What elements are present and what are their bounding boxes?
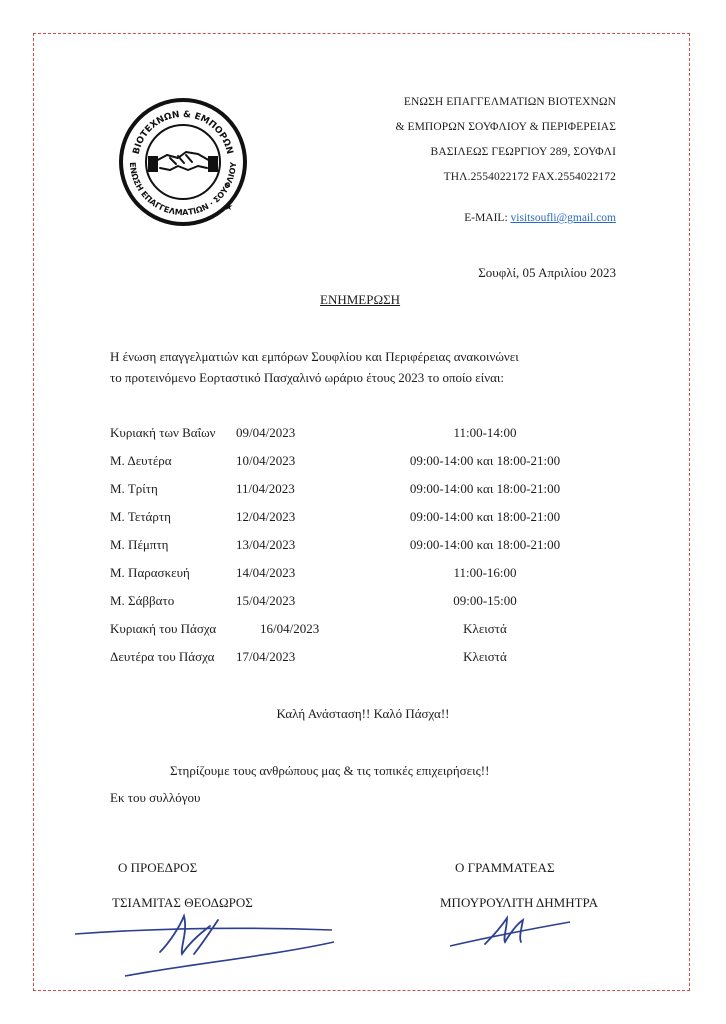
letter-date: Σουφλί, 05 Απριλίου 2023 — [478, 265, 616, 280]
email-label: E-MAIL: — [464, 212, 511, 224]
schedule-hours: 09:00-14:00 και 18:00-21:00 — [409, 453, 561, 468]
secretary-signature — [445, 912, 575, 954]
schedule-date: 10/04/2023 — [236, 453, 296, 468]
schedule-hours: 09:00-14:00 και 18:00-21:00 — [409, 537, 561, 552]
schedule-row — [110, 453, 610, 473]
letterhead — [316, 90, 616, 190]
schedule-row — [110, 425, 610, 445]
schedule-date: 12/04/2023 — [236, 509, 296, 524]
schedule-row — [110, 509, 610, 529]
president-title: Ο ΠΡΟΕΔΡΟΣ — [118, 860, 198, 875]
svg-text:ΕΝΩΣΗ ΕΠΑΓΓΕΛΜΑΤΙΩΝ · ΣΟΥΦΛΙΟΥ: ΕΝΩΣΗ ΕΠΑΓΓΕΛΜΑΤΙΩΝ · ΣΟΥΦΛΙΟΥ — [127, 161, 239, 218]
intro-line: το προτεινόμενο Εορταστικό Πασχαλινό ωράριο έτους 2023 το οποίο είναι: — [110, 370, 505, 385]
schedule-hours: Κλειστά — [463, 621, 507, 636]
schedule-day: Κυριακή του Πάσχα — [110, 621, 217, 636]
schedule-day: Μ. Δευτέρα — [110, 453, 172, 468]
schedule-day: Κυριακή των Βαΐων — [110, 425, 216, 440]
from-association: Εκ του συλλόγου — [110, 790, 201, 805]
schedule-hours: 11:00-14:00 — [453, 425, 517, 440]
schedule-row — [110, 565, 610, 585]
schedule-hours: 09:00-14:00 και 18:00-21:00 — [409, 509, 561, 524]
intro-line: Η ένωση επαγγελματιών και εμπόρων Σουφλίου και Περιφέρειας ανακοινώνει — [110, 349, 519, 364]
schedule-hours: 09:00-14:00 και 18:00-21:00 — [409, 481, 561, 496]
schedule-day: Μ. Σάββατο — [110, 593, 175, 608]
email-link[interactable]: visitsoufli@gmail.com — [510, 212, 616, 224]
schedule-row — [110, 621, 610, 641]
schedule-day: Μ. Πέμπτη — [110, 537, 169, 552]
schedule-day: Δευτέρα του Πάσχα — [110, 649, 215, 664]
schedule-date: 13/04/2023 — [236, 537, 296, 552]
schedule-hours: 11:00-16:00 — [453, 565, 517, 580]
support-message: Στηρίζουμε τους ανθρώπους μας & τις τοπικές επιχειρήσεις!! — [170, 763, 490, 778]
president-signature — [70, 912, 340, 982]
secretary-title: Ο ΓΡΑΜΜΑΤΕΑΣ — [455, 860, 555, 875]
letterhead-line: ΒΑΣΙΛΕΩΣ ΓΕΩΡΓΙΟΥ 289, ΣΟΥΦΛΙ — [430, 146, 616, 158]
intro-paragraph — [110, 346, 630, 388]
schedule-date: 16/04/2023 — [260, 621, 320, 636]
letterhead-line: & ΕΜΠΟΡΩΝ ΣΟΥΦΛΙΟΥ & ΠΕΡΙΦΕΡΕΙΑΣ — [395, 121, 616, 133]
schedule-date: 11/04/2023 — [236, 481, 295, 496]
schedule-date: 09/04/2023 — [236, 425, 296, 440]
schedule-day: Μ. Παρασκευή — [110, 565, 190, 580]
schedule-date: 15/04/2023 — [236, 593, 296, 608]
schedule-date: 17/04/2023 — [236, 649, 296, 664]
letterhead-line: ΕΝΩΣΗ ΕΠΑΓΓΕΛΜΑΤΙΩΝ ΒΙΟΤΕΧΝΩΝ — [403, 96, 616, 108]
email-line — [464, 212, 616, 224]
president-name: ΤΣΙΑΜΙΤΑΣ ΘΕΟΔΩΡΟΣ — [112, 895, 253, 910]
schedule-day: Μ. Τρίτη — [110, 481, 158, 496]
easter-wish: Καλή Ανάσταση!! Καλό Πάσχα!! — [276, 706, 450, 721]
schedule-row — [110, 649, 610, 669]
schedule-row — [110, 481, 610, 501]
schedule-row — [110, 537, 610, 557]
association-seal — [112, 92, 255, 232]
schedule-hours: 09:00-15:00 — [453, 593, 517, 608]
secretary-name: ΜΠΟΥΡΟΥΛΙΤΗ ΔΗΜΗΤΡΑ — [440, 895, 598, 910]
seal-logo-icon — [112, 92, 255, 232]
svg-text:★: ★ — [224, 202, 233, 213]
letter-heading: ΕΝΗΜΕΡΩΣΗ — [320, 292, 401, 307]
schedule-row — [110, 593, 610, 613]
schedule-day: Μ. Τετάρτη — [110, 509, 171, 524]
letterhead-line: ΤΗΛ.2554022172 FAX.2554022172 — [443, 171, 616, 183]
schedule-hours: Κλειστά — [463, 649, 507, 664]
svg-text:ΒΙΟΤΕΧΝΩΝ & ΕΜΠΟΡΩΝ: ΒΙΟΤΕΧΝΩΝ & ΕΜΠΟΡΩΝ — [131, 109, 235, 156]
schedule-date: 14/04/2023 — [236, 565, 296, 580]
